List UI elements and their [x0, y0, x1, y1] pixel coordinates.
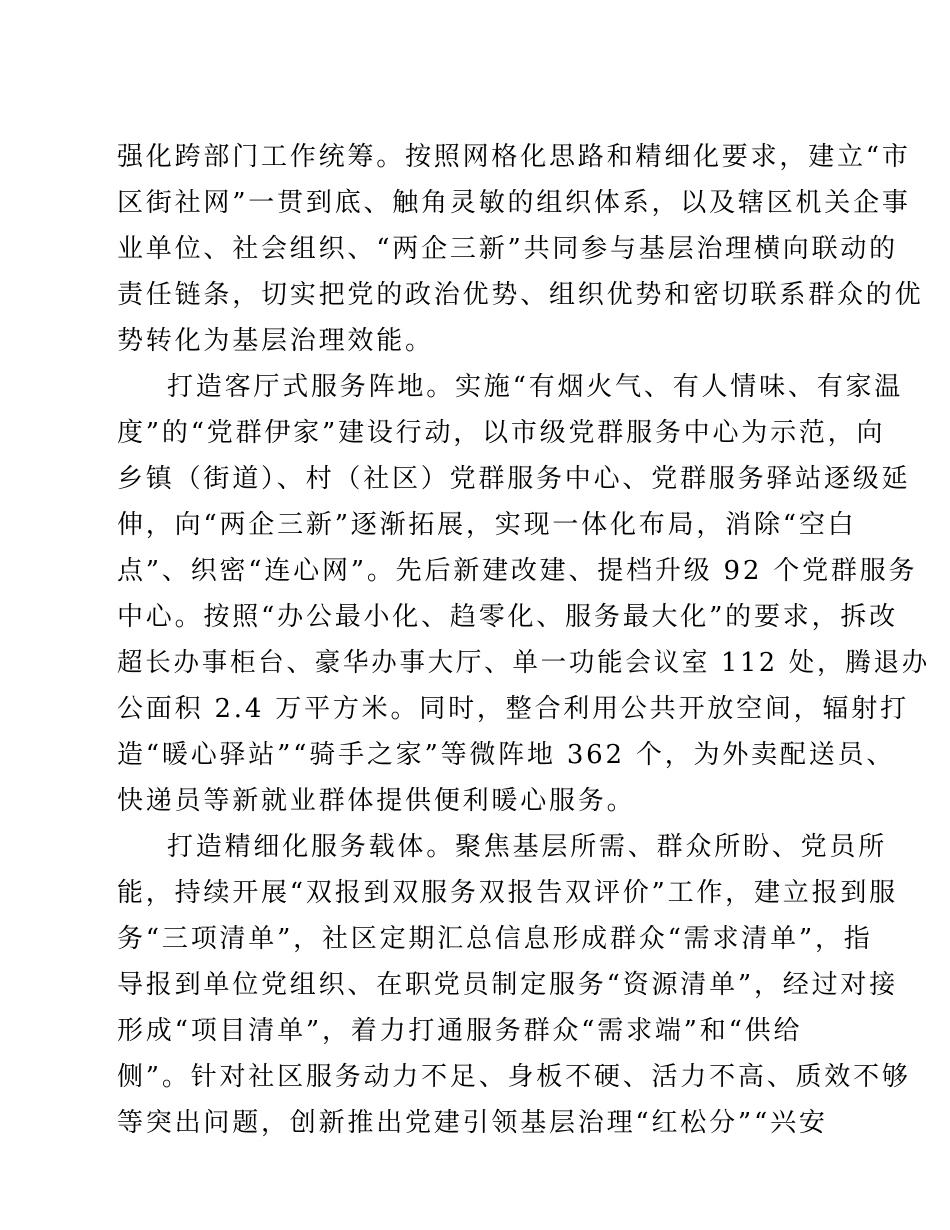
text-line: 责任链条，切实把党的政治优势、组织优势和密切联系群众的优	[117, 280, 924, 310]
text-line: 度”的“党群伊家”建设行动，以市级党群服务中心为示范，向	[117, 418, 886, 448]
text-line: 区街社网”一贯到底、触角灵敏的组织体系，以及辖区机关企事	[117, 188, 911, 218]
text-line: 乡镇（街道）、村（社区）党群服务中心、党群服务驿站逐级延	[117, 464, 911, 494]
text-line: 业单位、社会组织、“两企三新”共同参与基层治理横向联动的	[117, 234, 898, 264]
text-line: 中心。按照“办公最小化、趋零化、服务最大化”的要求，拆改	[117, 602, 898, 632]
text-line: 强化跨部门工作统筹。按照网格化思路和精细化要求，建立“市	[117, 142, 911, 172]
paragraph-heading-line: 打造客厅式服务阵地。实施“有烟火气、有人情味、有家温	[167, 372, 904, 402]
text-line: 能，持续开展“双报到双服务双报告双评价”工作，建立报到服	[117, 878, 898, 908]
text-line: 导报到单位党组织、在职党员制定服务“资源清单”，经过对接	[117, 970, 898, 1000]
text-line: 等突出问题，创新推出党建引领基层治理“红松分”“兴安	[117, 1108, 828, 1138]
text-line: 伸，向“两企三新”逐渐拓展，实现一体化布局，消除“空白	[117, 510, 857, 540]
text-line: 势转化为基层治理效能。	[117, 326, 434, 356]
text-line: 务“三项清单”，社区定期汇总信息形成群众“需求清单”，指	[117, 924, 873, 954]
text-line: 侧”。针对社区服务动力不足、身板不硬、活力不高、质效不够	[117, 1062, 911, 1092]
text-line: 点”、织密“连心网”。先后新建改建、提档升级 92 个党群服务	[117, 556, 918, 586]
text-line: 形成“项目清单”，着力打通服务群众“需求端”和“供给	[117, 1016, 803, 1046]
paragraph-heading-line: 打造精细化服务载体。聚焦基层所需、群众所盼、党员所	[167, 832, 888, 862]
text-line: 造“暖心驿站”“骑手之家”等微阵地 362 个，为外卖配送员、	[117, 740, 896, 770]
text-line: 快递员等新就业群体提供便利暖心服务。	[117, 786, 636, 816]
text-line: 公面积 2.4 万平方米。同时，整合利用公共开放空间，辐射打	[117, 694, 909, 724]
text-line: 超长办事柜台、豪华办事大厅、单一功能会议室 112 处，腾退办	[117, 648, 930, 678]
